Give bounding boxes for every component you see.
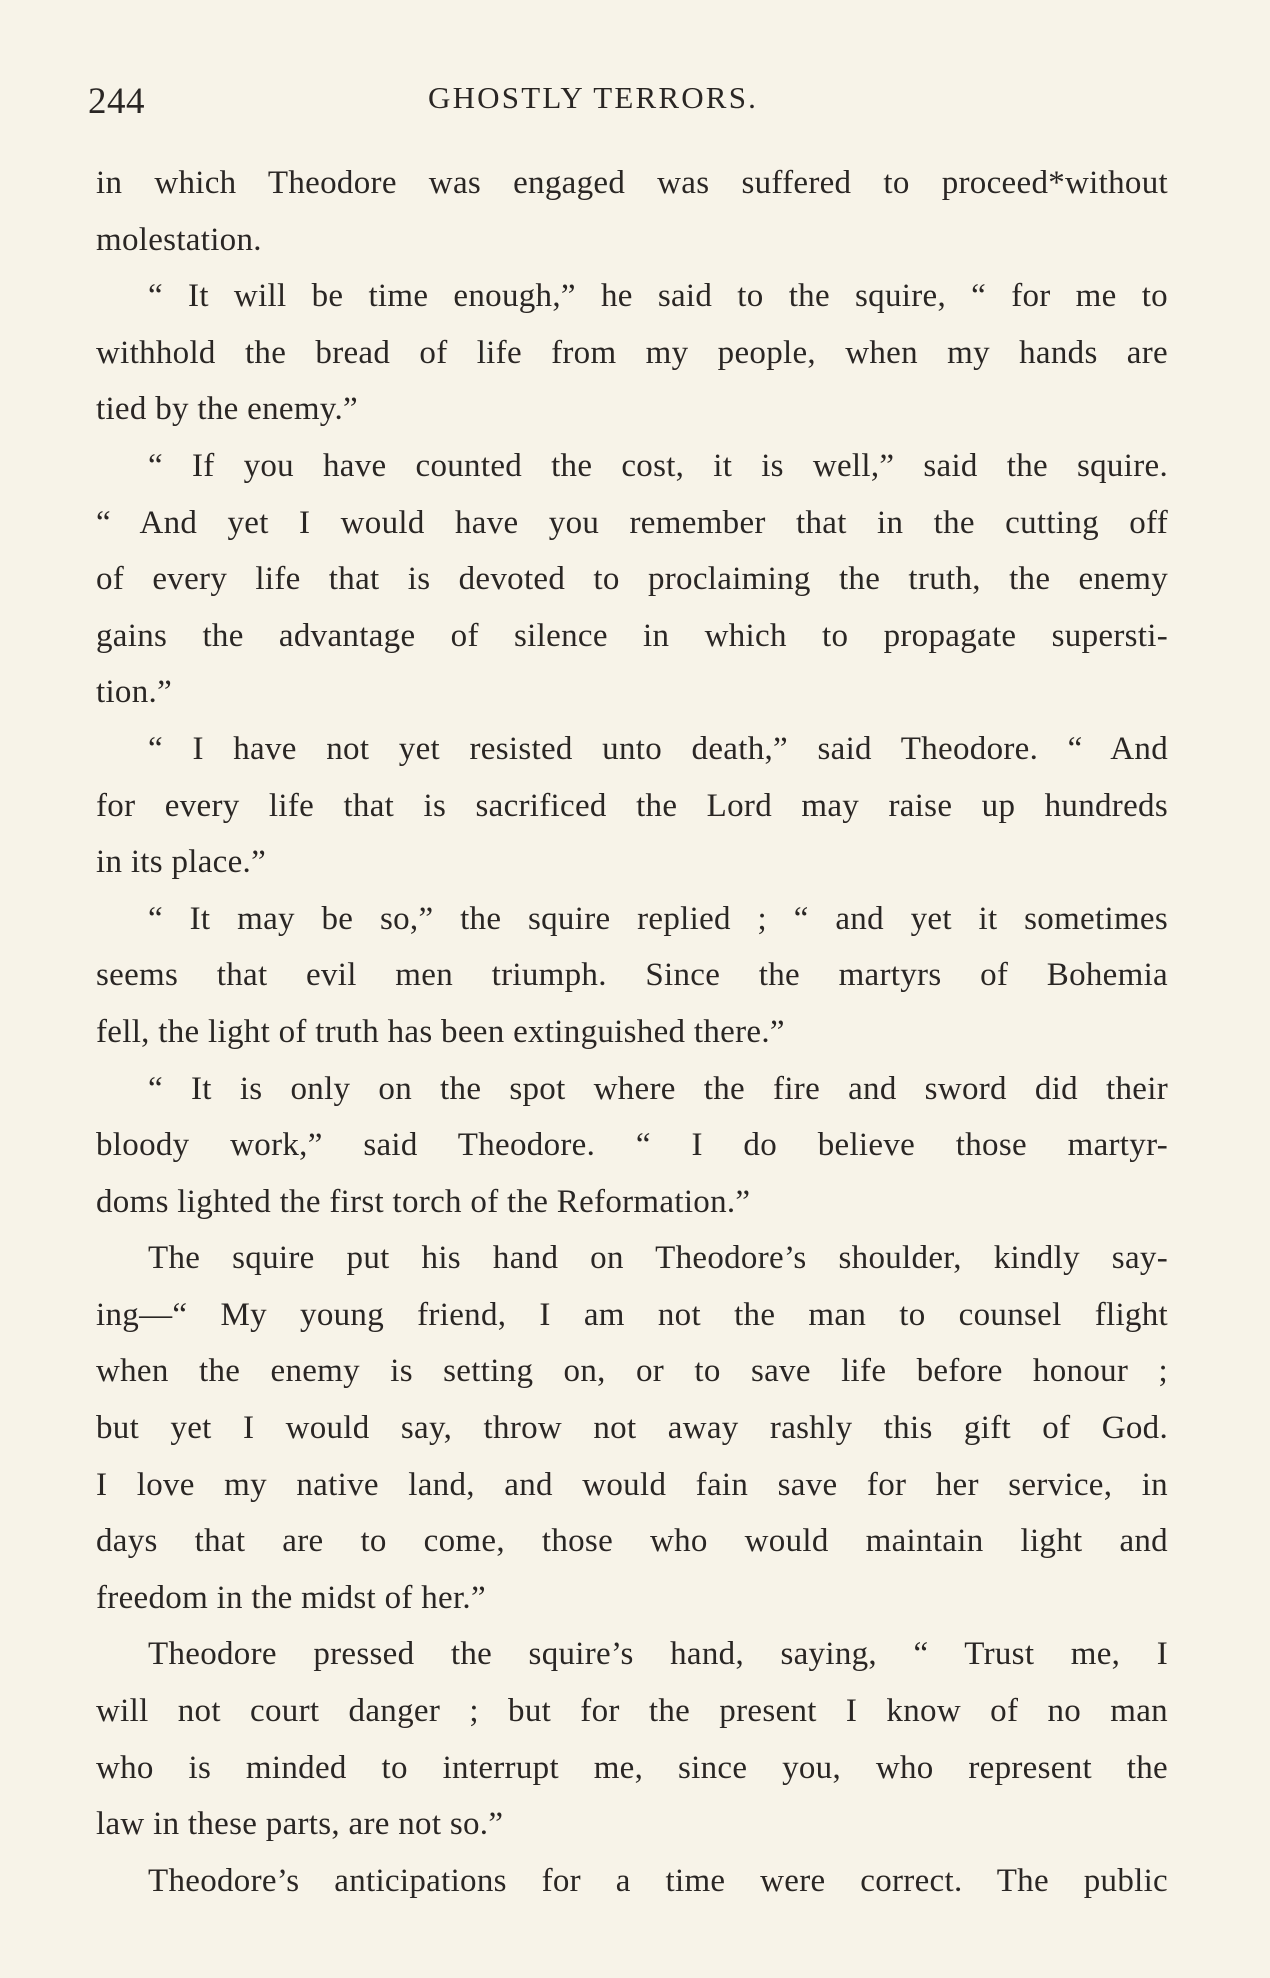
text-line: in its place.” bbox=[96, 844, 267, 881]
text-line: gains the advantage of silence in which to propagate supersti- bbox=[96, 617, 1168, 654]
running-head: GHOSTLY TERRORS. bbox=[428, 80, 759, 115]
text-line: doms lighted the first torch of the Reformation.” bbox=[96, 1183, 751, 1220]
text-line: in which Theodore was engaged was suffered to proceed*without bbox=[96, 165, 1168, 201]
body-text bbox=[96, 155, 1168, 1909]
text-line: Theodore pressed the squire’s hand, saying, “ Trust me, I bbox=[148, 1636, 1168, 1673]
text-line: Theodore’s anticipations for a time were correct. The public bbox=[148, 1862, 1168, 1899]
text-line: for every life that is sacrificed the Lord may raise up hundreds bbox=[96, 787, 1168, 824]
text-line: withhold the bread of life from my people, when my hands are bbox=[96, 334, 1168, 371]
text-line: The squire put his hand on Theodore’s shoulder, kindly say- bbox=[148, 1240, 1168, 1277]
text-line: “ It may be so,” the squire replied ; “ and yet it sometimes bbox=[148, 900, 1168, 937]
page-number: 244 bbox=[88, 81, 145, 122]
text-line: “ And yet I would have you remember that in the cutting off bbox=[96, 504, 1168, 541]
text-line: but yet I would say, throw not away rashly this gift of God. bbox=[96, 1410, 1168, 1447]
text-line: bloody work,” said Theodore. “ I do believe those martyr- bbox=[96, 1127, 1168, 1164]
text-line: when the enemy is setting on, or to save life before honour ; bbox=[96, 1353, 1168, 1390]
text-line: fell, the light of truth has been extinguished there.” bbox=[96, 1013, 785, 1050]
text-line: freedom in the midst of her.” bbox=[96, 1579, 486, 1616]
text-line: tion.” bbox=[96, 674, 173, 711]
text-line: tied by the enemy.” bbox=[96, 391, 358, 428]
text-line: “ It is only on the spot where the fire and sword did their bbox=[148, 1070, 1168, 1107]
text-line: days that are to come, those who would maintain light and bbox=[96, 1523, 1168, 1560]
text-line: “ It will be time enough,” he said to the squire, “ for me to bbox=[148, 278, 1168, 315]
text-line: molestation. bbox=[96, 221, 262, 258]
text-line: will not court danger ; but for the present I know of no man bbox=[96, 1693, 1168, 1730]
text-line: I love my native land, and would fain save for her service, in bbox=[96, 1466, 1168, 1503]
text-line: seems that evil men triumph. Since the martyrs of Bohemia bbox=[96, 957, 1168, 994]
text-line: “ If you have counted the cost, it is well,” said the squire. bbox=[148, 447, 1168, 484]
text-line: “ I have not yet resisted unto death,” said Theodore. “ And bbox=[148, 730, 1168, 767]
text-line: law in these parts, are not so.” bbox=[96, 1806, 504, 1843]
text-line: ing—“ My young friend, I am not the man to counsel flight bbox=[96, 1296, 1168, 1333]
text-line: of every life that is devoted to proclaiming the truth, the enemy bbox=[96, 561, 1168, 598]
text-line: who is minded to interrupt me, since you, who represent the bbox=[96, 1749, 1168, 1786]
